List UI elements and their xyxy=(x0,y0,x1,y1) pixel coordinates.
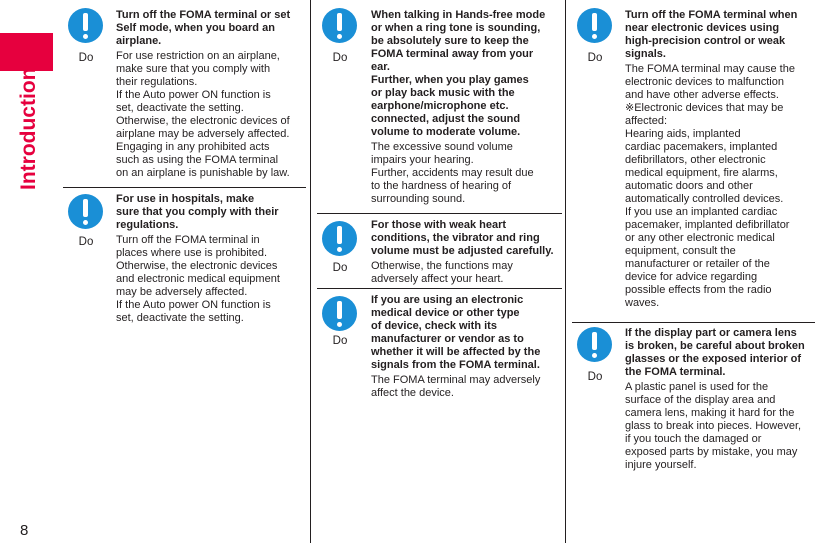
exclamation-icon xyxy=(577,327,612,362)
exclamation-icon xyxy=(322,8,357,43)
item-text xyxy=(371,294,562,400)
item-body: Otherwise, the functions may adversely affect your heart. xyxy=(371,260,513,285)
do-label: Do xyxy=(587,52,603,64)
item-heading: If the display part or camera lens is broken, be careful about broken glasses or the exposed interior of the FOMA terminal. xyxy=(625,327,805,378)
do-label: Do xyxy=(332,335,348,347)
item-text xyxy=(625,9,815,310)
item-text xyxy=(371,219,562,286)
do-label: Do xyxy=(332,52,348,64)
do-label: Do xyxy=(332,262,348,274)
item-heading: When talking in Hands-free mode or when a ring tone is sounding, be absolutely sure to keep the FOMA terminal away from your ear. Further, when you play games or play back music with the earphone/microphone etc. connected, adjust the sound volume to moderate volume. xyxy=(371,9,546,138)
item-divider xyxy=(317,288,562,289)
item-body: The excessive sound volume impairs your hearing. Further, accidents may result due to the hardness of hearing of surrounding sound. xyxy=(371,141,534,205)
item-text xyxy=(116,9,306,180)
column-divider xyxy=(310,0,311,543)
exclamation-icon xyxy=(322,296,357,331)
item-body: The FOMA terminal may adversely affect the device. xyxy=(371,374,541,399)
item-text xyxy=(625,327,815,472)
section-title: Introduction xyxy=(17,67,40,190)
item-text xyxy=(371,9,562,206)
exclamation-icon xyxy=(68,194,103,229)
exclamation-icon xyxy=(322,221,357,256)
page-number: 8 xyxy=(20,522,29,539)
item-heading: Turn off the FOMA terminal when near electronic devices using high-precision control or weak signals. xyxy=(625,9,798,60)
item-heading: For those with weak heart conditions, the vibrator and ring volume must be adjusted carefully. xyxy=(371,219,554,257)
item-body: A plastic panel is used for the surface of the display area and camera lens, making it hard for the glass to break into pieces. However, if you touch the damaged or exposed parts by mistake, you may injure yourself. xyxy=(625,381,802,471)
item-body: The FOMA terminal may cause the electronic devices to malfunction and have other adverse effects. ※Electronic devices that may be affected: Hearing aids, implanted cardiac pacemakers, implanted defibrillators, other electronic medical equipment, fire alarms, automatic doors and other automatically controlled devices. If you use an implanted cardiac pacemaker, implanted defibrillator or any other electronic medical equipment, consult the manufacturer or retailer of the device for advice regarding possible effects from the radio waves. xyxy=(625,63,795,309)
exclamation-icon xyxy=(577,8,612,43)
item-text xyxy=(116,193,306,325)
item-heading: If you are using an electronic medical device or other type of device, check with its manufacturer or vendor as to whether it will be affected by the signals from the FOMA terminal. xyxy=(371,294,541,371)
do-label: Do xyxy=(78,52,94,64)
do-label: Do xyxy=(78,236,94,248)
item-body: Turn off the FOMA terminal in places where use is prohibited. Otherwise, the electronic devices and electronic medical equipment may be adversely affected. If the Auto power ON function is set, deactivate the setting. xyxy=(116,234,280,324)
do-label: Do xyxy=(587,371,603,383)
item-heading: Turn off the FOMA terminal or set Self mode, when you board an airplane. xyxy=(116,9,291,47)
item-divider xyxy=(63,187,306,188)
column-divider xyxy=(565,0,566,543)
item-divider xyxy=(317,213,562,214)
item-body: For use restriction on an airplane, make sure that you comply with their regulations. If the Auto power ON function is set, deactivate the setting. Otherwise, the electronic devices of airplane may be adversely affected. Engaging in any prohibited acts such as using the FOMA terminal on an airplane is punishable by law. xyxy=(116,50,290,179)
section-tab xyxy=(0,33,53,71)
item-heading: For use in hospitals, make sure that you comply with their regulations. xyxy=(116,193,279,231)
item-divider xyxy=(572,322,815,323)
exclamation-icon xyxy=(68,8,103,43)
